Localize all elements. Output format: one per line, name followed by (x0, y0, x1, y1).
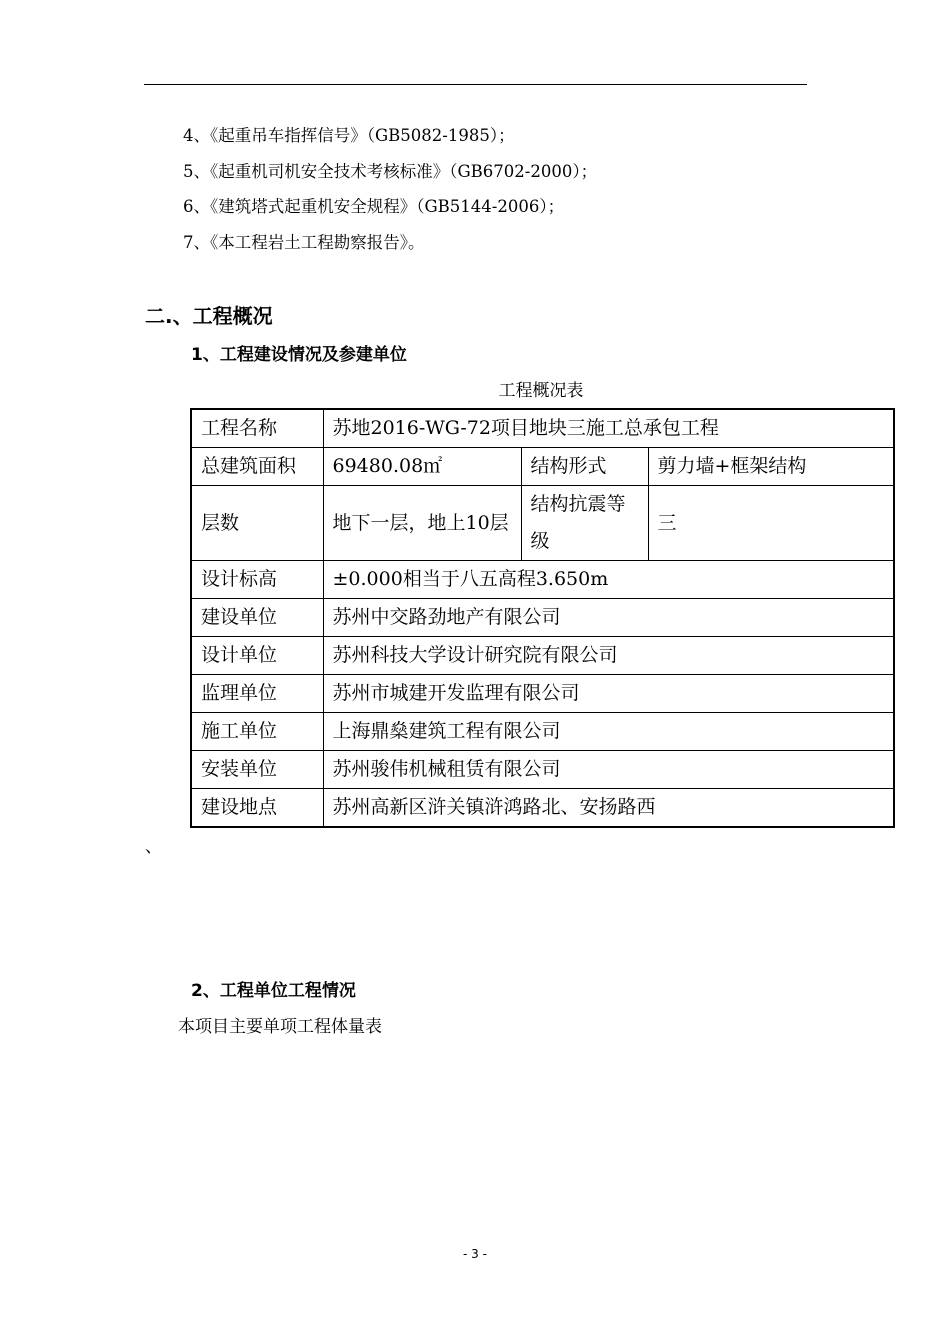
cell-label: 设计标高 (191, 561, 323, 599)
cell-label: 设计单位 (191, 637, 323, 675)
cell-value: 苏地2016-WG-72项目地块三施工总承包工程 (323, 409, 894, 448)
cell-label: 施工单位 (191, 713, 323, 751)
table-caption: 工程概况表 (498, 381, 584, 401)
reference-item: 6、《建筑塔式起重机安全规程》（GB5144-2006）； (183, 197, 565, 216)
subsection-title-construction: 1、工程建设情况及参建单位 (191, 345, 407, 365)
page-number: - 3 - (463, 1247, 487, 1261)
cell-value: 剪力墙+框架结构 (648, 448, 894, 486)
cell-value: 地下一层，地上10层 (323, 486, 521, 561)
cell-value: ±0.000相当于八五高程3.650m (323, 561, 894, 599)
cell-label: 建设地点 (191, 789, 323, 828)
table-row (191, 789, 894, 828)
cell-value: 上海鼎燊建筑工程有限公司 (323, 713, 894, 751)
cell-label: 安装单位 (191, 751, 323, 789)
table-row (191, 675, 894, 713)
reference-item: 7、《本工程岩土工程勘察报告》。 (183, 232, 425, 252)
cell-label: 层数 (191, 486, 323, 561)
cell-value: 苏州中交路劲地产有限公司 (323, 599, 894, 637)
table-row (191, 637, 894, 675)
cell-label: 建设单位 (191, 599, 323, 637)
cell-value: 苏州市城建开发监理有限公司 (323, 675, 894, 713)
cell-value: 69480.08㎡ (323, 448, 521, 486)
reference-list (183, 122, 597, 264)
table-row (191, 561, 894, 599)
stray-punctuation: 、 (145, 837, 162, 857)
table-row (191, 486, 894, 561)
project-overview-table (190, 408, 893, 828)
cell-label: 结构抗震等级 (521, 486, 648, 561)
reference-item: 4、《起重吊车指挥信号》（GB5082-1985）； (183, 126, 515, 145)
subsection-title-units: 2、工程单位工程情况 (191, 981, 356, 1001)
header-rule (144, 84, 807, 85)
cell-value: 苏州高新区浒关镇浒鸿路北、安扬路西 (323, 789, 894, 828)
cell-label: 工程名称 (191, 409, 323, 448)
table-row (191, 713, 894, 751)
cell-label: 结构形式 (521, 448, 648, 486)
table-row (191, 409, 894, 448)
cell-label: 监理单位 (191, 675, 323, 713)
reference-item: 5、《起重机司机安全技术考核标准》（GB6702-2000）； (183, 161, 598, 181)
section-title: 二.、工程概况 (145, 304, 273, 328)
body-text: 本项目主要单项工程体量表 (178, 1017, 382, 1037)
cell-value: 苏州科技大学设计研究院有限公司 (323, 637, 894, 675)
table-row (191, 448, 894, 486)
table-row (191, 751, 894, 789)
cell-label: 总建筑面积 (191, 448, 323, 486)
cell-value: 苏州骏伟机械租赁有限公司 (323, 751, 894, 789)
table-row (191, 599, 894, 637)
cell-value: 三 (648, 486, 894, 561)
